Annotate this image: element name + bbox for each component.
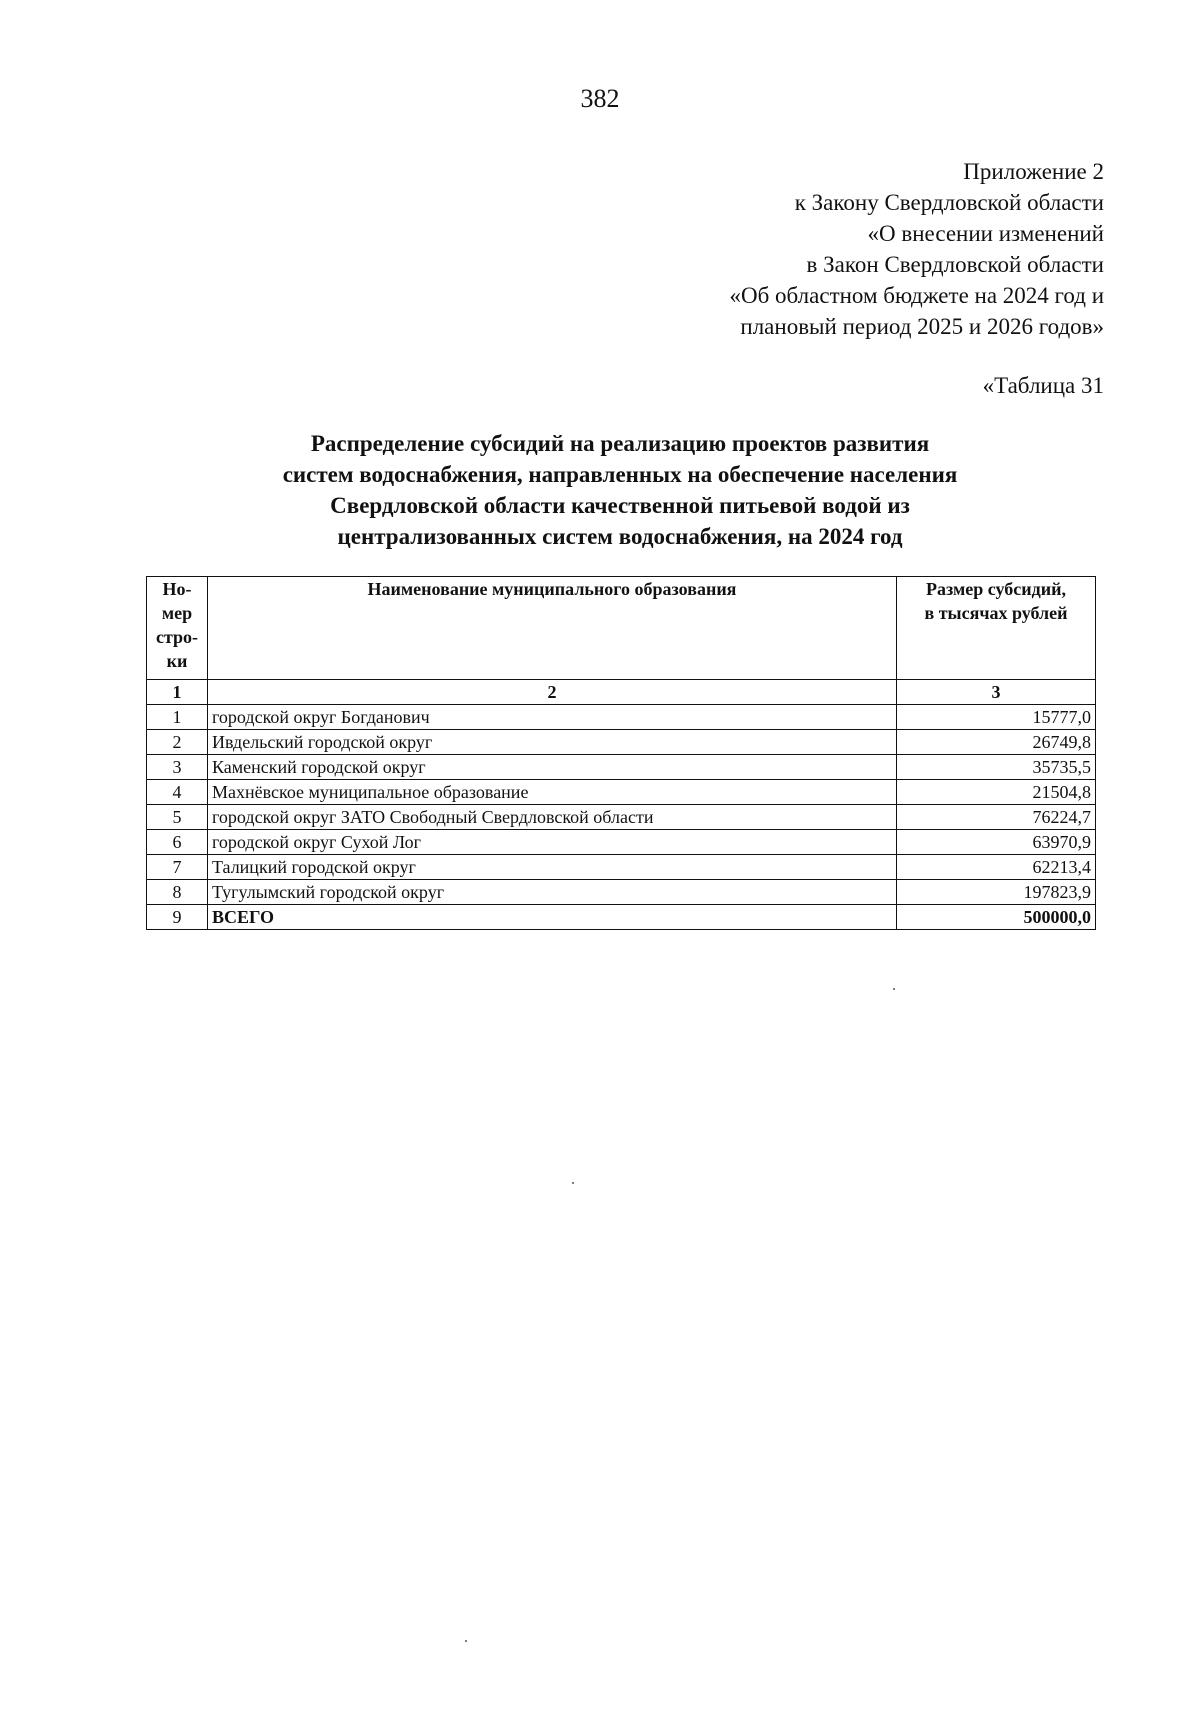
appendix-line: «Об областном бюджете на 2024 год и [729, 283, 1104, 308]
appendix-reference [404, 156, 1104, 342]
appendix-line: в Закон Свердловской области [806, 252, 1104, 277]
table-row [147, 755, 1096, 780]
municipality-name: Каменский городской округ [208, 755, 897, 780]
municipality-name: городской округ Богданович [208, 705, 897, 730]
title-line: Распределение субсидий на реализацию проектов развития [310, 431, 930, 456]
subsidy-amount: 63970,9 [897, 830, 1096, 855]
header-municipality-name: Наименование муниципального образования [208, 577, 897, 680]
appendix-line: Приложение 2 [963, 159, 1104, 184]
municipality-name: городской округ Сухой Лог [208, 830, 897, 855]
document-title [150, 428, 1090, 552]
subsidy-amount: 62213,4 [897, 855, 1096, 880]
municipality-name: городской округ ЗАТО Свободный Свердловской области [208, 805, 897, 830]
scan-speck [893, 988, 895, 990]
header-row-number [147, 577, 208, 680]
total-row-number: 9 [147, 905, 208, 930]
column-number: 3 [897, 680, 1096, 705]
scan-speck [572, 1182, 574, 1184]
subsidy-amount: 197823,9 [897, 880, 1096, 905]
row-number: 3 [147, 755, 208, 780]
row-number: 2 [147, 730, 208, 755]
header-subsidy-amount [897, 577, 1096, 680]
title-line: Свердловской области качественной питьевой водой из [330, 493, 910, 518]
table-row [147, 830, 1096, 855]
column-number: 1 [147, 680, 208, 705]
column-number-row [147, 680, 1096, 705]
header-row-number-line: мер [161, 603, 193, 623]
total-label: ВСЕГО [208, 905, 897, 930]
page-number: 382 [580, 84, 620, 113]
scan-speck [465, 1640, 467, 1642]
table-row [147, 805, 1096, 830]
municipality-name: Ивдельский городской округ [208, 730, 897, 755]
appendix-line: «О внесении изменений [867, 221, 1104, 246]
appendix-line: к Закону Свердловской области [794, 190, 1104, 215]
table-row [147, 705, 1096, 730]
appendix-line: плановый период 2025 и 2026 годов» [740, 314, 1104, 339]
header-row-number-line: Но- [162, 579, 192, 599]
table-row [147, 855, 1096, 880]
row-number: 8 [147, 880, 208, 905]
row-number: 1 [147, 705, 208, 730]
subsidy-amount: 35735,5 [897, 755, 1096, 780]
table-row [147, 780, 1096, 805]
table-total-row [147, 905, 1096, 930]
municipality-name: Тугулымский городской округ [208, 880, 897, 905]
table-row [147, 880, 1096, 905]
table-label: «Таблица 31 [982, 373, 1104, 398]
title-line: систем водоснабжения, направленных на обеспечение населения [282, 462, 958, 487]
subsidy-amount: 21504,8 [897, 780, 1096, 805]
header-amount-line: в тысячах рублей [924, 603, 1068, 623]
header-amount-line: Размер субсидий, [926, 579, 1066, 599]
row-number: 4 [147, 780, 208, 805]
row-number: 7 [147, 855, 208, 880]
subsidy-amount: 15777,0 [897, 705, 1096, 730]
municipality-name: Махнёвское муниципальное образование [208, 780, 897, 805]
row-number: 6 [147, 830, 208, 855]
subsidy-amount: 76224,7 [897, 805, 1096, 830]
header-row-number-line: стро- [155, 627, 199, 647]
title-line: централизованных систем водоснабжения, на 2024 год [337, 524, 903, 549]
column-number: 2 [208, 680, 897, 705]
total-amount: 500000,0 [897, 905, 1096, 930]
subsidy-amount: 26749,8 [897, 730, 1096, 755]
table-header-row [147, 577, 1096, 680]
header-row-number-line: ки [166, 651, 188, 671]
subsidy-table [146, 576, 1096, 930]
municipality-name: Талицкий городской округ [208, 855, 897, 880]
table-row [147, 730, 1096, 755]
row-number: 5 [147, 805, 208, 830]
